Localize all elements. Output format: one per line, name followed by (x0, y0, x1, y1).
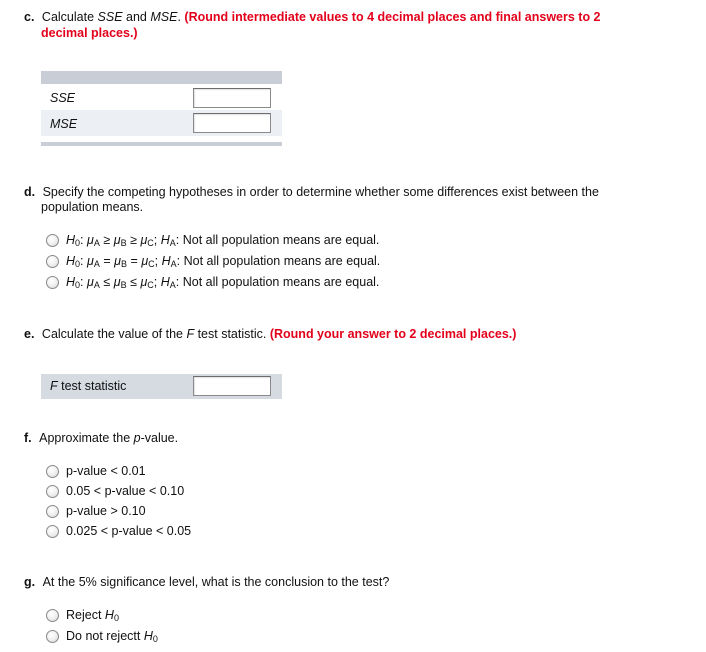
pvalue-radio-1[interactable] (46, 465, 59, 478)
conclusion-option-reject: Reject $H_0$ (66, 608, 119, 623)
hypothesis-radio-3[interactable] (46, 276, 59, 289)
question-f-text: Approximate the p-value. (39, 431, 179, 445)
question-g (24, 575, 684, 589)
sse-label: SSE (50, 91, 76, 105)
hypothesis-option-1: $H_0$: $\mu_A \ge \mu_B \ge \mu_C$; $H_A$: Not all population means are equal. (66, 233, 380, 248)
pvalue-option-4: 0.025 < p-value < 0.05 (66, 524, 192, 538)
question-c-text: Calculate SSE and MSE. (41, 10, 181, 24)
pvalue-radio-4[interactable] (46, 525, 59, 538)
hypothesis-radio-2[interactable] (46, 255, 59, 268)
hypothesis-option-3: $H_0$: $\mu_A \le \mu_B \le \mu_C$; $H_A$: Not all population means are equal. (66, 275, 380, 290)
question-d-number: d. (24, 185, 36, 199)
question-f (24, 431, 684, 445)
question-d-text: Specify the competing hypotheses in order to determine whether some differences exist between the (42, 185, 599, 199)
question-c-instruction-line2: decimal places.) (41, 26, 138, 40)
question-g-number: g. (24, 575, 36, 589)
question-g-text: At the 5% significance level, what is the conclusion to the test? (42, 575, 390, 589)
question-e-instruction: (Round your answer to 2 decimal places.) (269, 327, 517, 341)
question-f-number: f. (24, 431, 32, 445)
pvalue-option-2: 0.05 < p-value < 0.10 (66, 484, 185, 498)
pvalue-radio-3[interactable] (46, 505, 59, 518)
conclusion-radio-1[interactable] (46, 609, 59, 622)
sse-input[interactable] (193, 88, 271, 108)
hypothesis-radio-1[interactable] (46, 234, 59, 247)
question-d (24, 185, 684, 215)
question-e-number: e. (24, 327, 35, 341)
pvalue-radio-2[interactable] (46, 485, 59, 498)
question-c-instruction: (Round intermediate values to 4 decimal places and final answers to 2 (184, 10, 601, 24)
f-stat-input[interactable] (193, 376, 271, 396)
mse-input[interactable] (193, 113, 271, 133)
question-c-number: c. (24, 10, 35, 24)
question-d-text-line2: population means. (41, 200, 144, 214)
table-header-bar (41, 71, 282, 84)
hypothesis-option-2: $H_0$: $\mu_A = \mu_B = \mu_C$; $H_A$: Not all population means are equal. (66, 254, 381, 269)
conclusion-option-do-not-reject: Do not rejectt $H_0$ (66, 629, 158, 644)
conclusion-radio-2[interactable] (46, 630, 59, 643)
question-c (24, 9, 684, 41)
pvalue-option-3: p-value > 0.10 (66, 504, 146, 518)
table-footer-bar (41, 142, 282, 146)
question-e (24, 327, 684, 341)
pvalue-option-1: p-value < 0.01 (66, 464, 146, 478)
mse-label: MSE (50, 117, 78, 131)
f-stat-label: F test statistic (50, 379, 127, 393)
question-e-text: Calculate the value of the F test statistic. (41, 327, 267, 341)
